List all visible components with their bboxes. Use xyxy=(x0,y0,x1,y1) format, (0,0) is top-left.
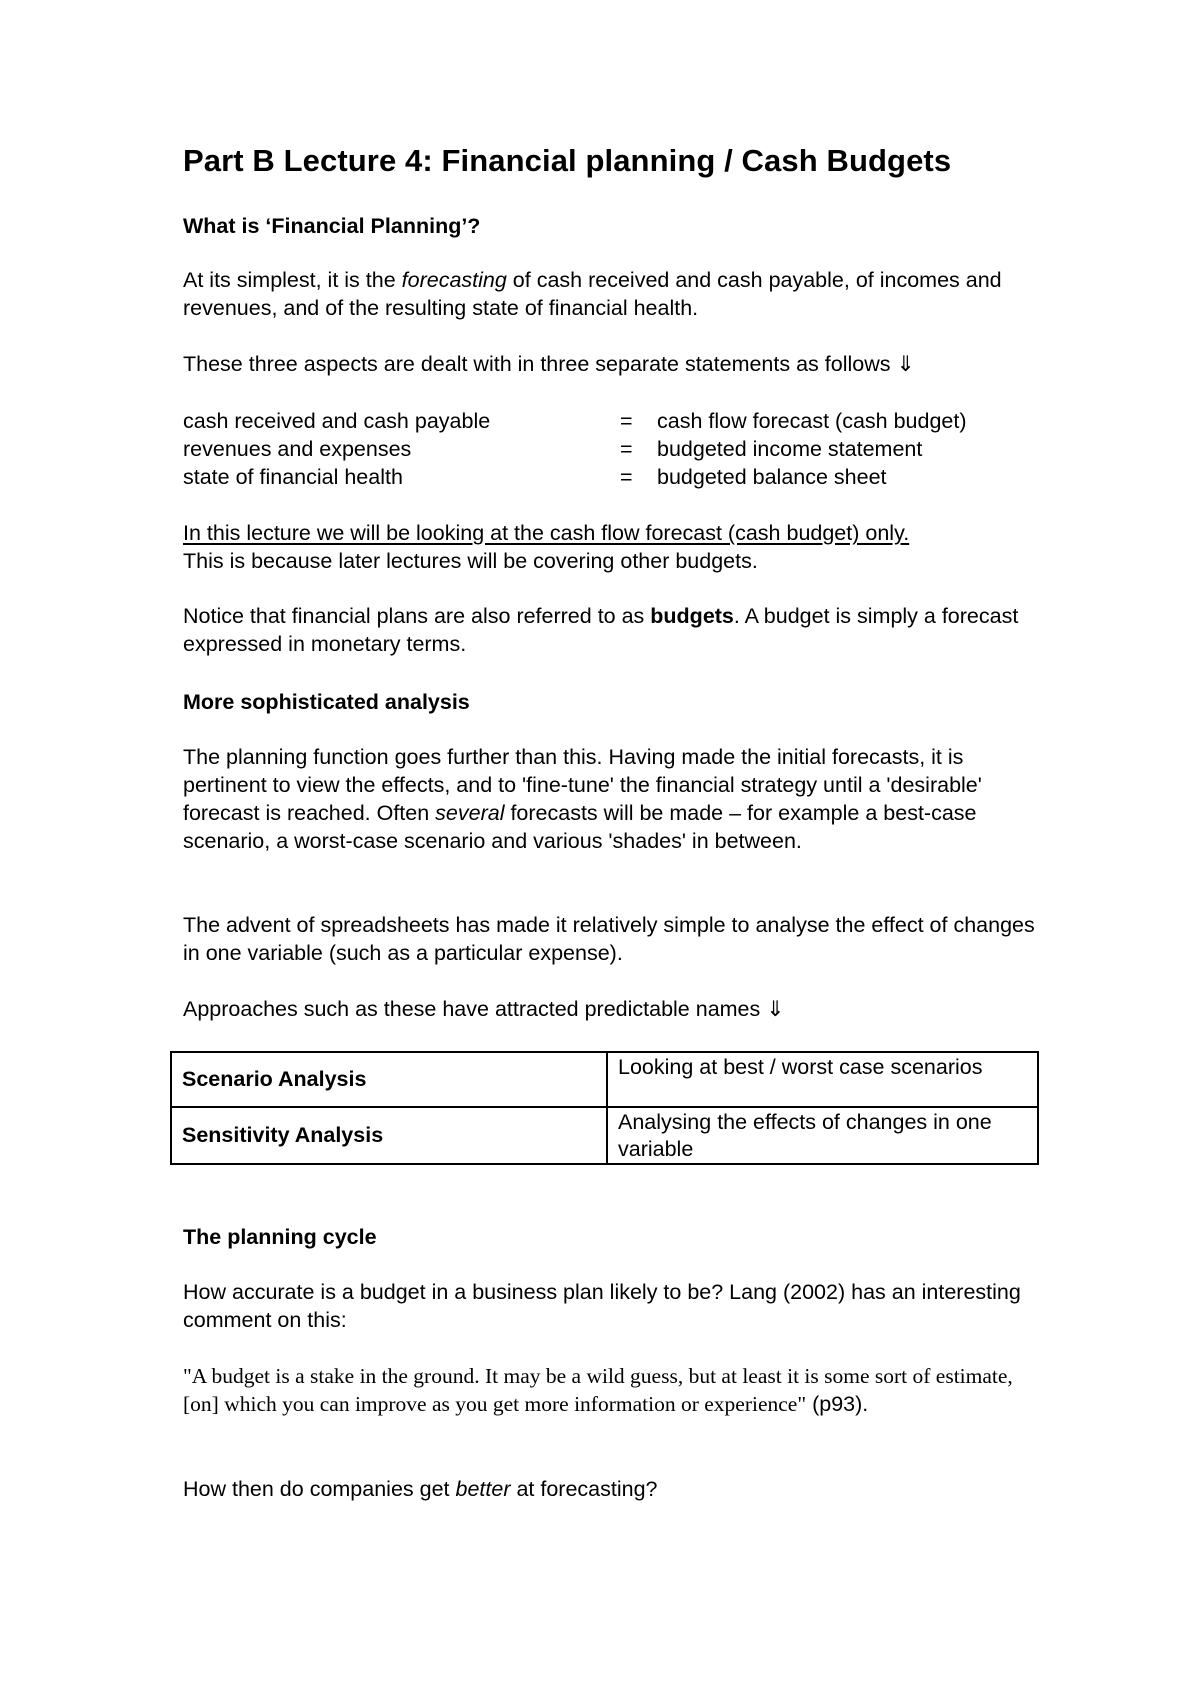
mapping-left: cash received and cash payable xyxy=(183,409,491,433)
text-run: forecasts will be made – for example a best-case scenario, a worst-case scenario and various 'shades' in between. xyxy=(183,801,977,853)
mapping-right: budgeted income statement xyxy=(657,437,923,461)
emphasis-better: better xyxy=(455,1477,511,1501)
emphasis-several: several xyxy=(435,801,505,825)
description-cell: Analysing the effects of changes in one variable xyxy=(607,1107,1038,1164)
text-run: Notice that financial plans are also referred to as xyxy=(183,604,651,628)
underlined-scope-note: In this lecture we will be looking at the cash flow forecast (cash budget) only. xyxy=(183,521,910,545)
section-heading-planning-cycle: The planning cycle xyxy=(183,1225,377,1249)
mapping-row xyxy=(183,435,1063,463)
table-row xyxy=(171,1107,1038,1164)
analysis-terms-table xyxy=(170,1051,1039,1165)
mapping-right: cash flow forecast (cash budget) xyxy=(657,409,967,433)
mapping-row xyxy=(183,407,1063,435)
section-heading-sophisticated-analysis: More sophisticated analysis xyxy=(183,690,470,714)
mapping-row xyxy=(183,463,1063,491)
term-cell: Scenario Analysis xyxy=(171,1052,607,1107)
paragraph-spreadsheets: The advent of spreadsheets has made it relatively simple to analyse the effect of changes in one variable (such as a particular expense). xyxy=(183,913,1035,965)
emphasis-forecasting: forecasting xyxy=(401,268,507,292)
paragraph-accuracy: How accurate is a budget in a business plan likely to be? Lang (2002) has an interesting comment on this: xyxy=(183,1280,1021,1332)
quotation-lang xyxy=(183,1362,1028,1418)
mapping-equals: = xyxy=(620,409,633,433)
paragraph-scope xyxy=(183,519,1063,575)
table-row xyxy=(171,1052,1038,1107)
text-run: of cash received and cash payable, of incomes and revenues, and of the resulting state of financial health. xyxy=(183,268,1002,320)
paragraph-approaches: Approaches such as these have attracted predictable names ⇓ xyxy=(183,997,785,1021)
paragraph-closing-question xyxy=(183,1475,1063,1503)
section-heading-financial-planning: What is ‘Financial Planning’? xyxy=(183,214,481,238)
text-run: The planning function goes further than this. Having made the initial forecasts, it is pertinent to view the effects, and to 'fine-tune' the financial strategy until a 'desirable' forecast is reached. Often xyxy=(183,745,982,825)
text-run: This is because later lectures will be covering other budgets. xyxy=(183,549,758,573)
term-cell: Sensitivity Analysis xyxy=(171,1107,607,1164)
text-run: . A budget is simply a forecast expressed in monetary terms. xyxy=(183,604,1019,656)
citation-page: (p93). xyxy=(806,1392,869,1416)
page-title: Part B Lecture 4: Financial planning / Cash Budgets xyxy=(183,143,952,178)
paragraph-budgets xyxy=(183,602,1043,658)
mapping-equals: = xyxy=(620,437,633,461)
paragraph-planning-function xyxy=(183,743,1048,855)
mapping-equals: = xyxy=(620,465,633,489)
text-run: at forecasting? xyxy=(510,1477,658,1501)
quote-text: "A budget is a stake in the ground. It may be a wild guess, but at least it is some sort of estimate, [on] which you can improve as you get more information or experience" xyxy=(183,1364,1013,1416)
paragraph-three-aspects: These three aspects are dealt with in three separate statements as follows ⇓ xyxy=(183,352,915,376)
mapping-left: revenues and expenses xyxy=(183,437,412,461)
description-cell: Looking at best / worst case scenarios xyxy=(607,1052,1038,1107)
mapping-left: state of financial health xyxy=(183,465,403,489)
bold-budgets: budgets xyxy=(650,604,734,628)
text-run: How then do companies get xyxy=(183,1477,456,1501)
mapping-right: budgeted balance sheet xyxy=(657,465,887,489)
paragraph-definition xyxy=(183,266,1003,322)
text-run: At its simplest, it is the xyxy=(183,268,402,292)
